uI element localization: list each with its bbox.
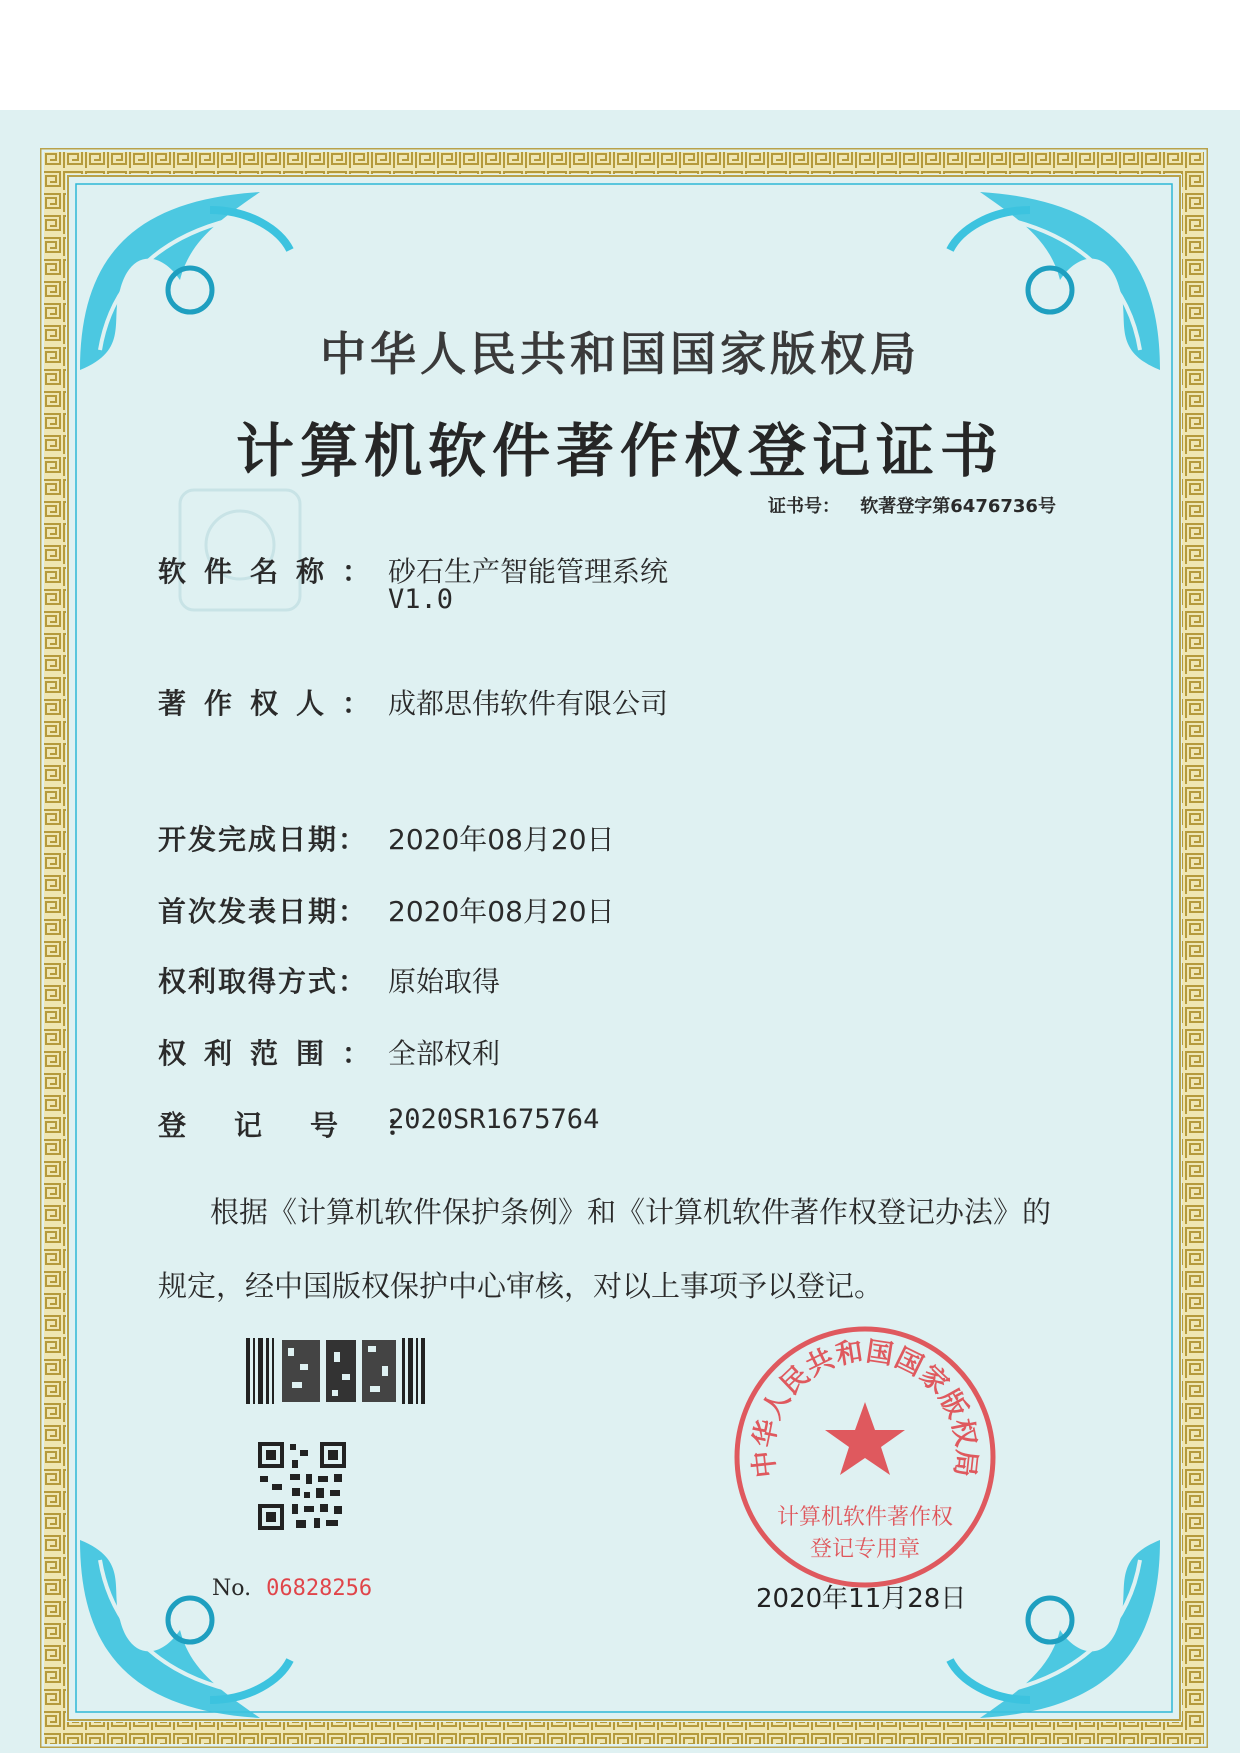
- certificate-number: [768, 492, 1056, 518]
- serial-prefix: No.: [212, 1576, 252, 1601]
- decorative-border: [40, 148, 1208, 1748]
- copyright-owner-label: 著作权人：: [158, 687, 389, 720]
- registration-number-value: 2020SR1675764: [388, 1104, 600, 1135]
- software-version: V1.0: [388, 584, 454, 615]
- barcode-icon: [246, 1338, 426, 1404]
- serial-value: 06828256: [266, 1576, 373, 1601]
- acquisition-method-label: 权利取得方式：: [158, 965, 369, 998]
- software-name-label: 软件名称：: [158, 555, 389, 588]
- certificate-title: 计算机软件著作权登记证书: [235, 417, 1004, 485]
- statement-line-2: 规定，经中国版权保护中心审核，对以上事项予以登记。: [158, 1269, 884, 1303]
- rights-scope-value: 全部权利: [388, 1037, 501, 1070]
- first-publish-date-label: 首次发表日期：: [158, 895, 369, 928]
- statement-line-1: 根据《计算机软件保护条例》和《计算机软件著作权登记办法》的: [210, 1195, 1052, 1229]
- issue-date: 2020年11月28日: [756, 1584, 967, 1614]
- serial-number: [212, 1576, 372, 1601]
- first-publish-date-value: 2020年08月20日: [388, 895, 615, 928]
- seal-ring-text: 中华人民共和国国家版权局: [748, 1336, 982, 1480]
- certificate-number-value: 软著登字第6476736号: [860, 496, 1056, 517]
- completion-date-label: 开发完成日期：: [158, 823, 369, 856]
- completion-date-value: 2020年08月20日: [388, 823, 615, 856]
- copyright-owner-value: 成都思伟软件有限公司: [388, 687, 669, 720]
- corner-ornament-bottom-left: [70, 1530, 300, 1730]
- certificate-number-label: 证书号：: [768, 496, 840, 517]
- issuing-authority: 中华人民共和国国家版权局: [320, 327, 920, 381]
- rights-scope-label: 权利范围：: [158, 1037, 389, 1070]
- seal-line-2: 登记专用章: [809, 1537, 920, 1562]
- registration-number-label: 登记号：: [158, 1109, 463, 1142]
- acquisition-method-value: 原始取得: [388, 965, 501, 998]
- qr-code-icon: [256, 1440, 348, 1532]
- seal-line-1: 计算机软件著作权: [776, 1505, 953, 1530]
- software-name-value: 砂石生产智能管理系统: [388, 555, 669, 588]
